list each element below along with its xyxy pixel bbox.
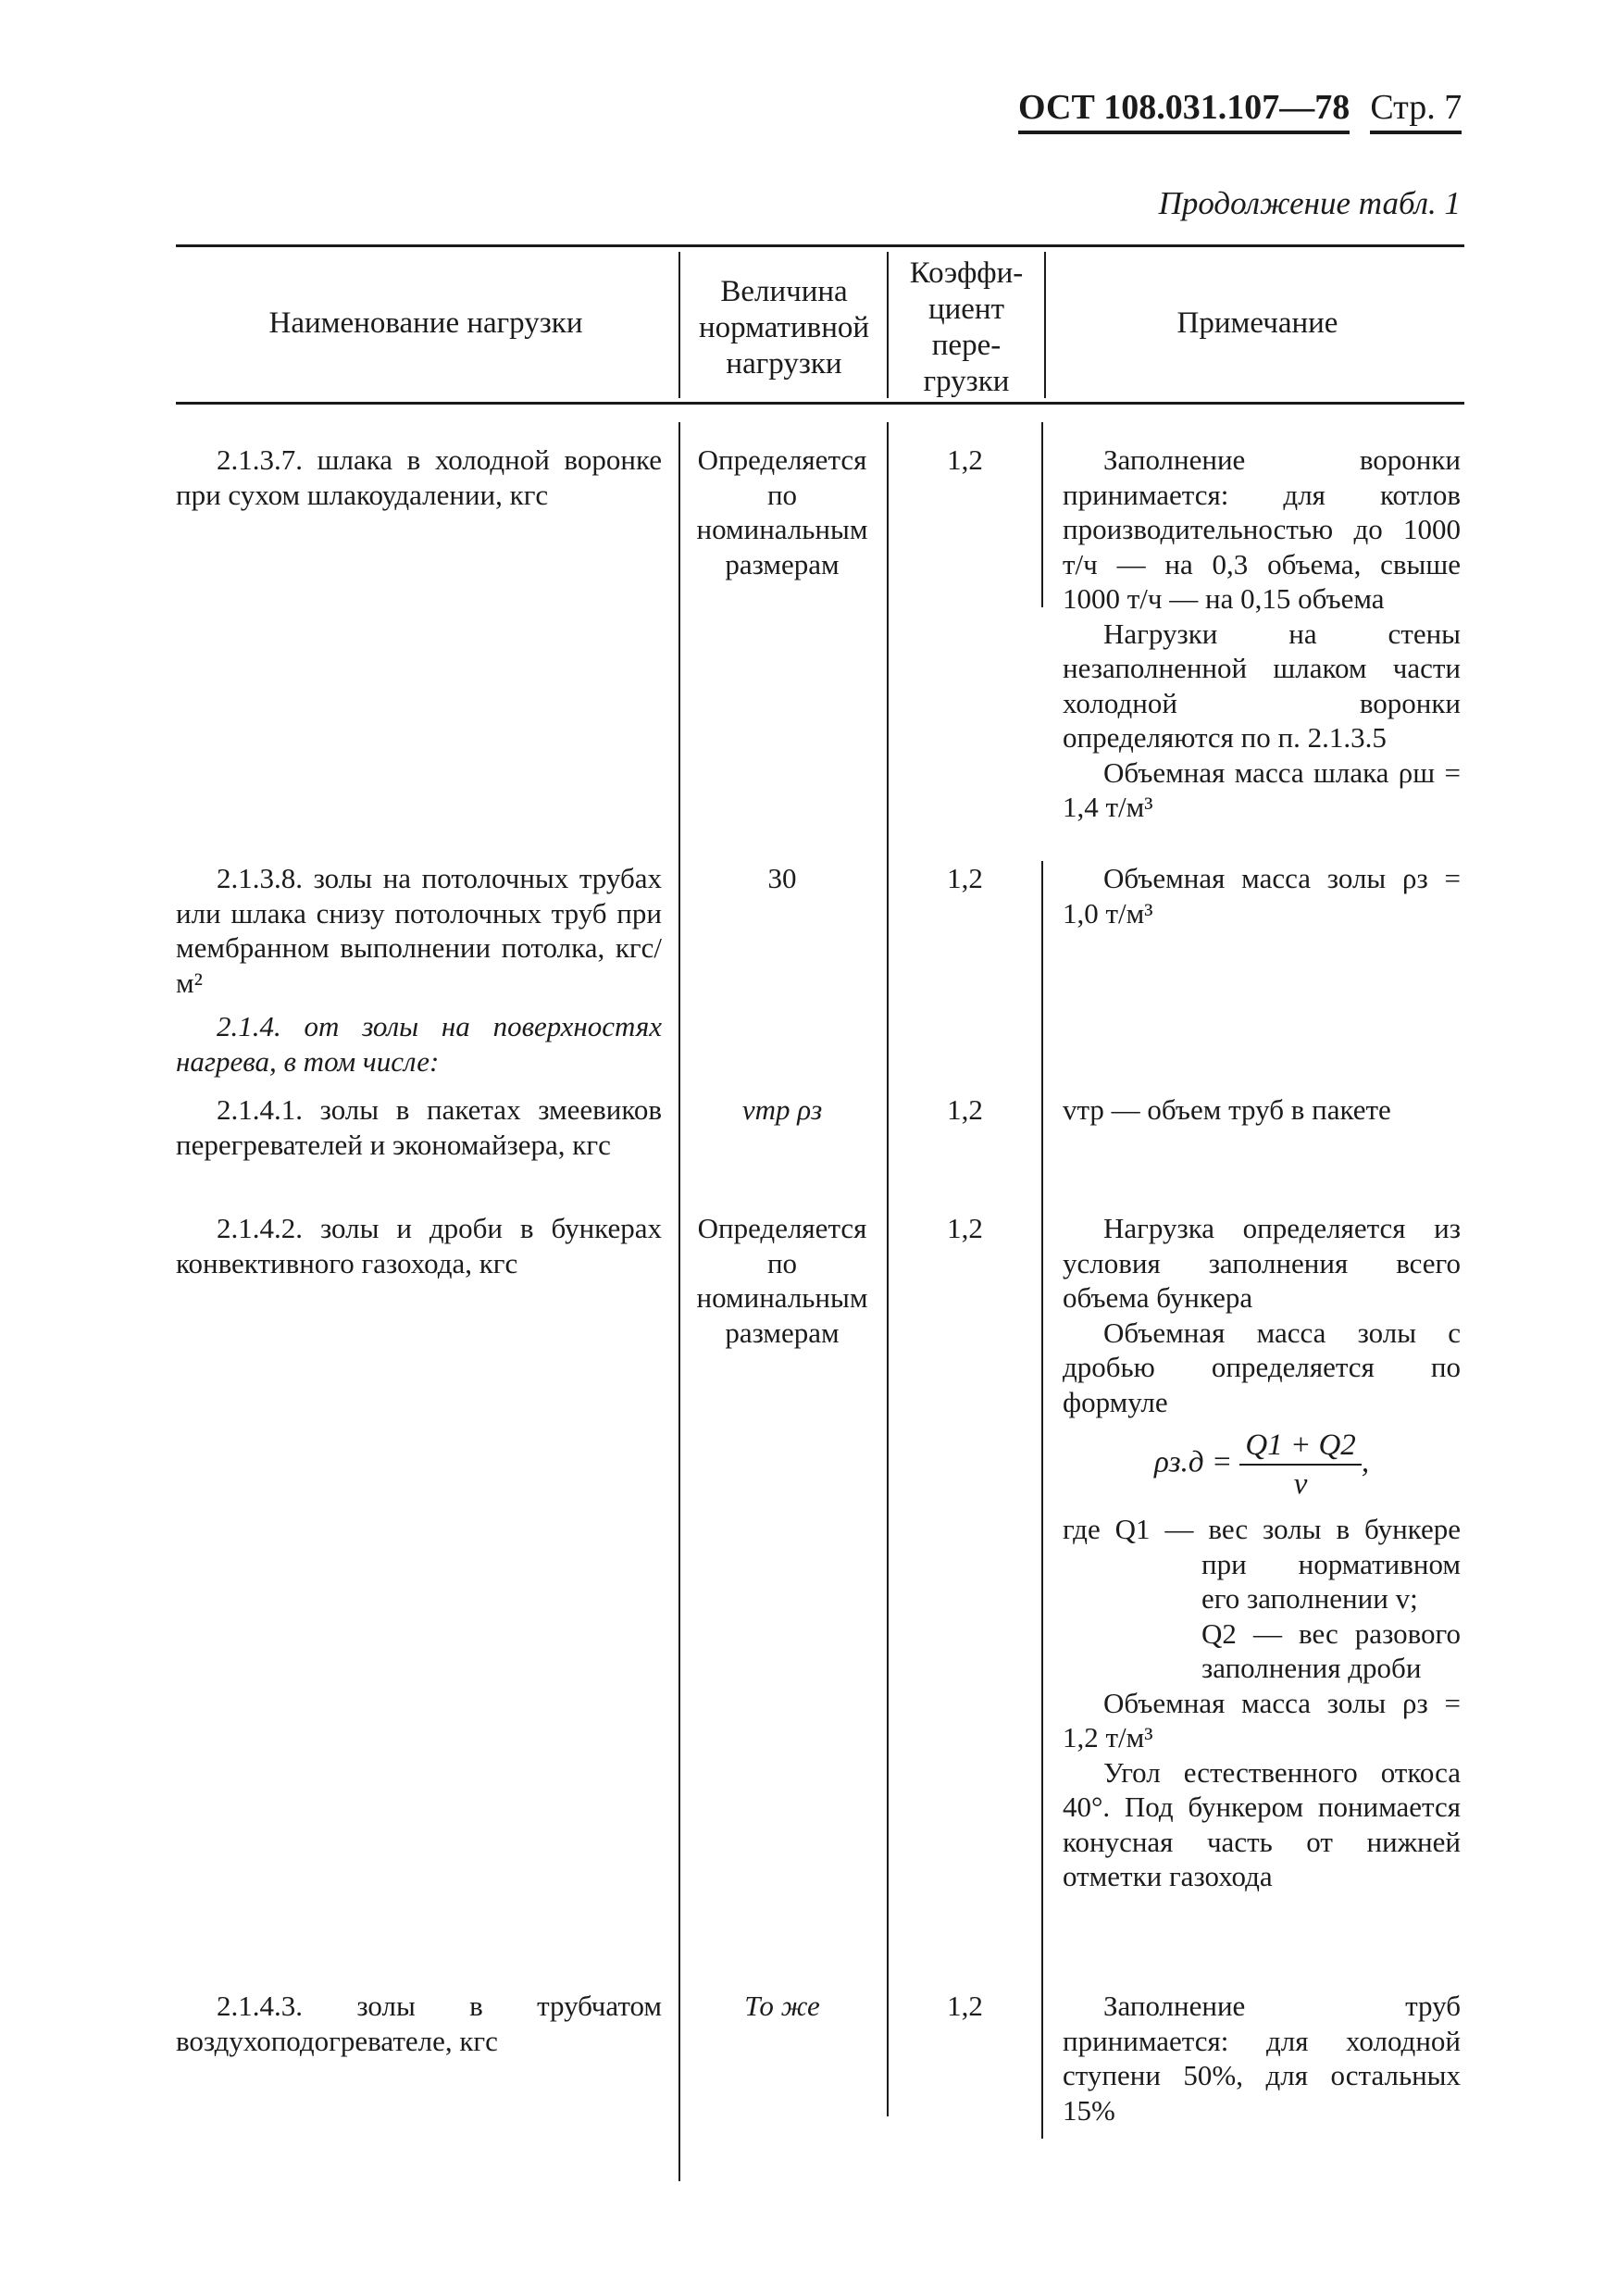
page-header (1018, 87, 1462, 128)
column-divider-3-body-2 (1041, 861, 1043, 2139)
row-2143-name: 2.1.4.3. золы в трубчатом воздухоподогревателе, кгс (176, 1990, 662, 2057)
document-code: ОСТ 108.031.107—78 (1018, 88, 1350, 134)
formula-fraction (1239, 1427, 1361, 1503)
note-paragraph: Угол естественного откоса 40°. Под бункером понимается конусная часть от нижней отметки газохода (1063, 1755, 1461, 1892)
column-divider-1-body (678, 422, 680, 2181)
column-header-value: Величина нормативной нагрузки (698, 275, 870, 381)
row-2142-name: 2.1.4.2. золы и дроби в бункерах конвективного газохода, кгс (176, 1212, 662, 1279)
note-paragraph: Объемная масса шлака ρш = 1,4 т/м³ (1063, 755, 1461, 823)
column-divider-3-body (1041, 422, 1043, 607)
row-214-heading: 2.1.4. от золы на поверхностях нагрева, в том числе: (176, 1010, 662, 1078)
note-paragraph: где Q1 — вес золы в бункере при нормативном его заполнении v; (1063, 1513, 1461, 1615)
formula-tail: , (1361, 1445, 1370, 1479)
column-divider-2 (887, 252, 889, 398)
note-paragraph: Заполнение воронки принимается: для котлов производительностью до 1000 т/ч — на 0,3 объема, свыше 1000 т/ч — на 0,15 объема (1063, 443, 1461, 615)
formula-denominator: v (1293, 1467, 1308, 1501)
table-continuation-label: Продолжение табл. 1 (1158, 185, 1461, 221)
row-2143-coefficient: 1,2 (947, 1990, 983, 2022)
bunker-density-formula (1063, 1427, 1461, 1503)
formula-numerator: Q1 + Q2 (1239, 1427, 1361, 1466)
note-paragraph: Q2 — вес разового заполнения дроби (1201, 1616, 1461, 1684)
row-2141-notes (1063, 1092, 1461, 1128)
note-paragraph: Нагрузка определяется из условия заполнения всего объема бункера (1063, 1212, 1461, 1314)
row-2141-name: 2.1.4.1. золы в пакетах змеевиков перегревателей и экономайзера, кгс (176, 1093, 662, 1161)
row-2143-value: То же (744, 1990, 820, 2022)
column-header-coefficient: Коэффи- циент пере- грузки (909, 256, 1024, 398)
row-2137-name: 2.1.3.7. шлака в холодной воронке при сухом шлакоудалении, кгс (176, 443, 662, 511)
column-header-notes: Примечание (1176, 306, 1338, 340)
row-2137-notes (1063, 443, 1461, 825)
page-number: Стр. 7 (1370, 88, 1462, 134)
row-2141-coefficient: 1,2 (947, 1093, 983, 1126)
column-divider-2-body (887, 422, 889, 2116)
row-2138-name: 2.1.3.8. золы на потолочных трубах или шлака снизу потолочных труб при мембранном выполнении потолка, кгс/м² (176, 862, 662, 999)
note-paragraph: vтр — объем труб в пакете (1063, 1093, 1391, 1126)
row-2142-notes (1063, 1211, 1461, 1894)
row-2142-value: Определяется по номинальным размерам (696, 1212, 868, 1349)
column-divider-1 (678, 252, 680, 398)
note-paragraph: Заполнение труб принимается: для холодной ступени 50%, для остальных 15% (1063, 1990, 1461, 2127)
column-divider-3 (1044, 252, 1046, 398)
table-header-rule (176, 402, 1464, 405)
table-top-rule (176, 244, 1464, 247)
row-2137-coefficient: 1,2 (947, 443, 983, 476)
row-2138-coefficient: 1,2 (947, 862, 983, 894)
note-paragraph: Объемная масса золы ρз = 1,2 т/м³ (1063, 1686, 1461, 1753)
formula-lhs: ρз.д = (1153, 1445, 1233, 1479)
row-2143-notes (1063, 1989, 1461, 2128)
row-2141-value: vтр ρз (741, 1093, 823, 1126)
column-header-name: Наименование нагрузки (268, 306, 583, 340)
note-paragraph: Объемная масса золы с дробью определяется по формуле (1063, 1316, 1461, 1418)
row-2138-value: 30 (767, 862, 797, 894)
row-2142-coefficient: 1,2 (947, 1212, 983, 1244)
row-2137-value: Определяется по номинальным размерам (696, 443, 868, 580)
note-paragraph: Нагрузки на стены незаполненной шлаком части холодной воронки определяются по п. 2.1.3.5 (1063, 617, 1461, 754)
row-2138-notes (1063, 861, 1461, 930)
note-paragraph: Объемная масса золы ρз = 1,0 т/м³ (1063, 862, 1461, 930)
